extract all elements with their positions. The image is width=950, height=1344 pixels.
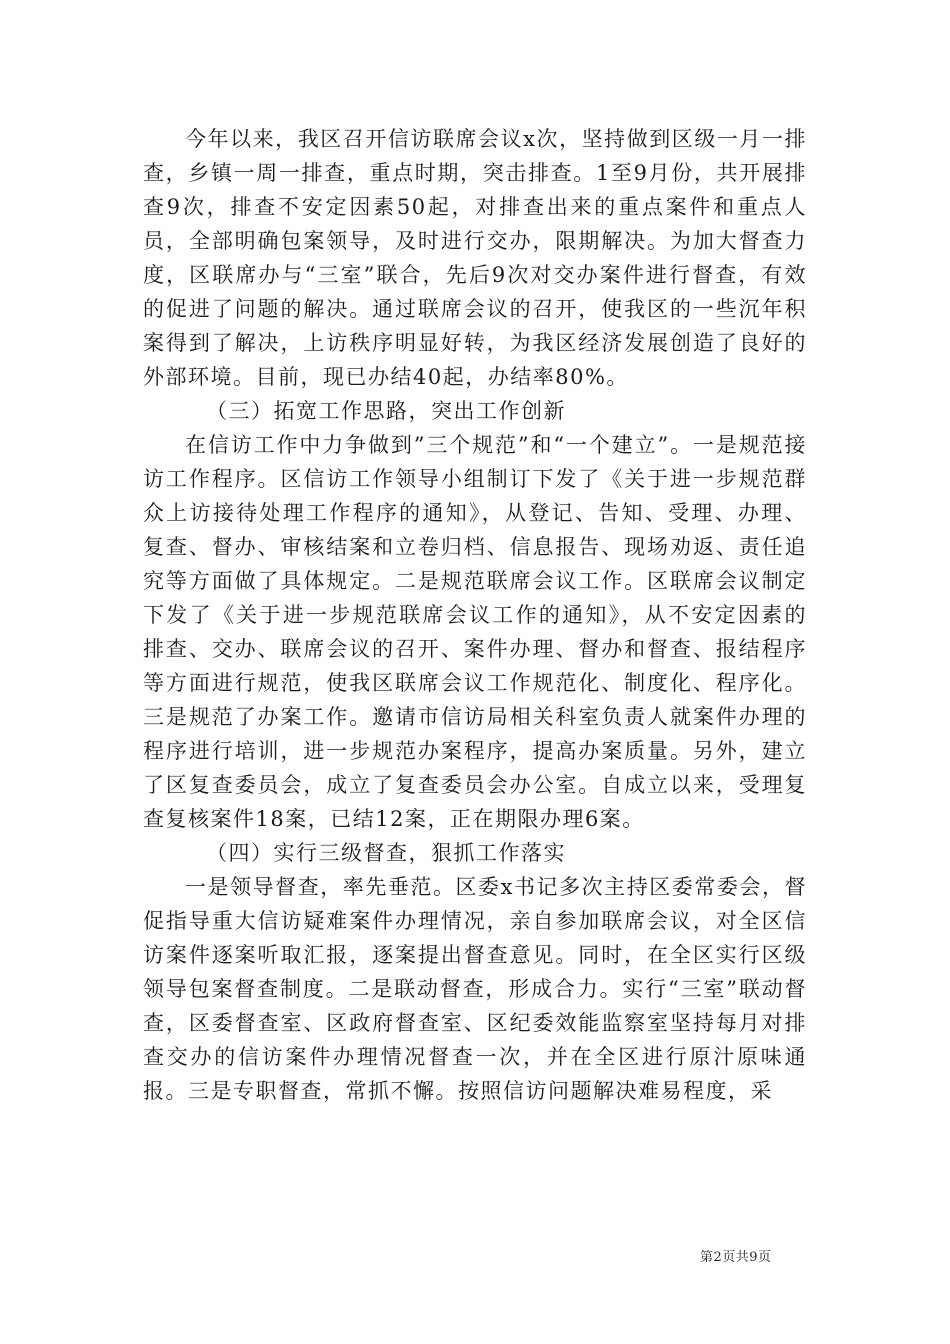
paragraph-work-innovation: 在信访工作中力争做到”三个规范”和“一个建立”。一是规范接访工作程序。区信访工作领导小组制订下发了《关于进一步规范群众上访接待处理工作程序的通知》，从登记、告知、受理、办理、复查、督办、审核结案和立卷归档、信息报告、现场劝返、责任追究等方面做了具体规定。二是规范联席会议工作。区联席会议制定下发了《关于进一步规范联席会议工作的通知》，从不安定因素的排查、交办、联席会议的召开、案件办理、督办和督查、报结程序等方面进行规范，使我区联席会议工作规范化、制度化、程序化。三是规范了办案工作。邀请市信访局相关科室负责人就案件办理的程序进行培训，进一步规范办案程序，提高办案质量。另外，建立了区复查委员会，成立了复查委员会办公室。自成立以来，受理复查复核案件18案，已结12案，正在期限办理6案。: [143, 433, 807, 831]
section-heading-3: （三）拓宽工作思路，突出工作创新: [206, 399, 566, 423]
page-number-footer: 第2页共9页: [700, 1250, 772, 1265]
paragraph-supervision: 一是领导督查，率先垂范。区委x书记多次主持区委常委会，督促指导重大信访疑难案件办理情况，亲自参加联席会议，对全区信访案件逐案听取汇报，逐案提出督查意见。同时，在全区实行区级领导包案督查制度。二是联动督查，形成合力。实行“三室”联动督查，区委督查室、区政府督查室、区纪委效能监察室坚持每月对排查交办的信访案件办理情况督查一次，并在全区进行原汁原味通报。三是专职督查，常抓不懈。按照信访问题解决难易程度，采: [143, 875, 807, 1103]
section-heading-4: （四）实行三级督查，狠抓工作落实: [206, 841, 566, 865]
paragraph-meeting-summary: 今年以来，我区召开信访联席会议x次，坚持做到区级一月一排查，乡镇一周一排查，重点时期，突击排查。1至9月份，共开展排查9次，排查不安定因素50起，对排查出来的重点案件和重点人员，全部明确包案领导，及时进行交办，限期解决。为加大督查力度，区联席办与“三室”联合，先后9次对交办案件进行督查，有效的促进了问题的解决。通过联席会议的召开，使我区的一些沉年积案得到了解决，上访秩序明显好转，为我区经济发展创造了良好的外部环境。目前，现已办结40起，办结率80%。: [143, 127, 807, 389]
document-body: [143, 122, 807, 1108]
